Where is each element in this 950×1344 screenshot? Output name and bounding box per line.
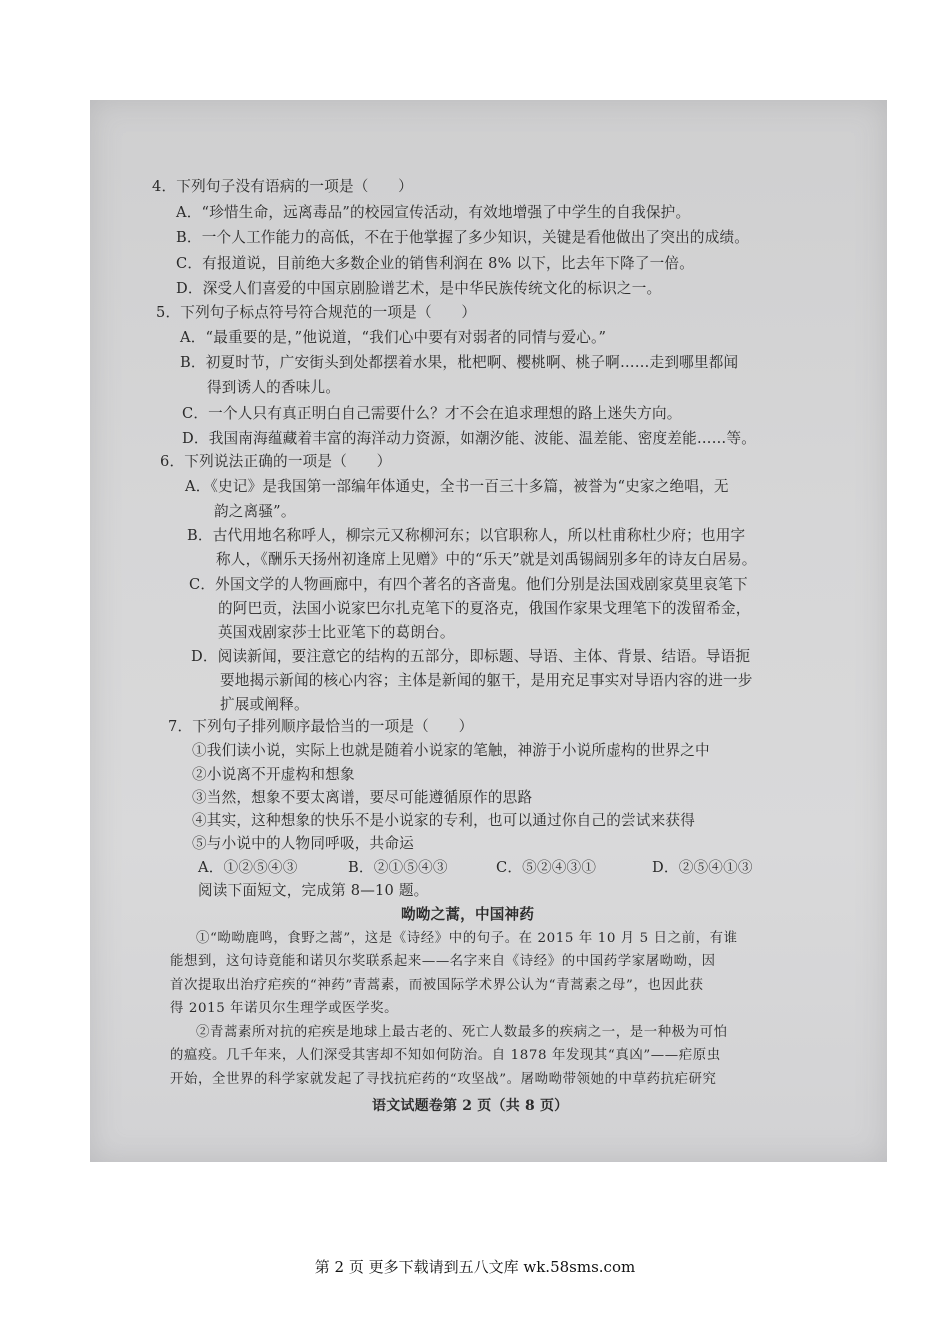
passage-p1-line2: 能想到，这句诗竟能和诺贝尔奖联系起来——名字来自《诗经》的中国药学家屠呦呦，因	[170, 954, 716, 969]
question-6-option-d-line2: 要地揭示新闻的核心内容；主体是新闻的躯干，是用充足事实对导语内容的进一步	[220, 672, 753, 689]
scan-page-footer: 语文试题卷第 2 页（共 8 页）	[372, 1098, 569, 1114]
passage-p1-line1: ①“呦呦鹿鸣，食野之蒿”，这是《诗经》中的句子。在 2015 年 10 月 5 日之前，有谁	[196, 931, 738, 946]
passage-p1-line3: 首次提取出治疗疟疾的“神药”青蒿素，而被国际学术界公认为“青蒿素之母”，也因此获	[170, 978, 704, 993]
question-7-option-d: D．②⑤④①③	[652, 859, 753, 876]
question-5-stem: 5．下列句子标点符号符合规范的一项是（ ）	[156, 304, 477, 321]
passage-p2-line3: 开始，全世界的科学家就发起了寻找抗疟药的“攻坚战”。屠呦呦带领她的中草药抗疟研究	[170, 1072, 717, 1087]
question-7-option-a: A．①②⑤④③	[198, 859, 298, 876]
passage-p2-line1: ②青蒿素所对抗的疟疾是地球上最古老的、死亡人数最多的疾病之一，是一种极为可怕	[196, 1025, 728, 1040]
question-5-option-b-line1: B．初夏时节，广安街头到处都摆着水果，枇杷啊、樱桃啊、桃子啊……走到哪里都闻	[180, 354, 739, 371]
question-6-option-a-line2: 韵之离骚”。	[214, 503, 296, 520]
question-5-option-d: D．我国南海蕴藏着丰富的海洋动力资源，如潮汐能、波能、温差能、密度差能……等。	[182, 430, 757, 447]
question-4-option-a: A．“珍惜生命，远离毒品”的校园宣传活动，有效地增强了中学生的自我保护。	[176, 204, 691, 221]
download-footer: 第 2 页 更多下载请到五八文库 wk.58sms.com	[314, 1258, 636, 1276]
question-6-option-d-line3: 扩展或阐释。	[220, 696, 309, 713]
reading-intro: 阅读下面短文，完成第 8—10 题。	[198, 882, 429, 899]
question-4-option-c: C．有报道说，目前绝大多数企业的销售利润在 8% 以下，比去年下降了一倍。	[176, 255, 694, 272]
question-6-option-b-line1: B．古代用地名称呼人，柳宗元又称柳河东；以官职称人，所以杜甫称杜少府；也用字	[187, 527, 746, 544]
question-6-option-a-line1: A．《史记》是我国第一部编年体通史，全书一百三十多篇，被誉为“史家之绝唱，无	[185, 478, 729, 495]
question-4-option-b: B．一个人工作能力的高低，不在于他掌握了多少知识，关键是看他做出了突出的成绩。	[176, 229, 750, 246]
question-5-option-a: A．“最重要的是，”他说道，“我们心中要有对弱者的同情与爱心。”	[180, 329, 607, 346]
question-6-option-c-line3: 英国戏剧家莎士比亚笔下的葛朗台。	[218, 624, 455, 641]
question-6-option-c-line2: 的阿巴贡，法国小说家巴尔扎克笔下的夏洛克，俄国作家果戈理笔下的泼留希金，	[218, 600, 751, 617]
question-7-sentence-4: ④其实，这种想象的快乐不是小说家的专利，也可以通过你自己的尝试来获得	[192, 812, 695, 829]
question-4-option-d: D．深受人们喜爱的中国京剧脸谱艺术，是中华民族传统文化的标识之一。	[176, 280, 662, 297]
question-6-option-d-line1: D．阅读新闻，要注意它的结构的五部分，即标题、导语、主体、背景、结语。导语扼	[191, 648, 751, 665]
question-7-sentence-1: ①我们读小说，实际上也就是随着小说家的笔触，神游于小说所虚构的世界之中	[192, 742, 710, 759]
passage-p1-line4: 得 2015 年诺贝尔生理学或医学奖。	[170, 1001, 399, 1016]
question-7-stem: 7．下列句子排列顺序最恰当的一项是（ ）	[168, 718, 474, 735]
question-6-option-b-line2: 称人，《酬乐天扬州初逢席上见赠》中的“乐天”就是刘禹锡阔别多年的诗友白居易。	[216, 551, 757, 568]
question-6-option-c-line1: C．外国文学的人物画廊中，有四个著名的吝啬鬼。他们分别是法国戏剧家莫里哀笔下	[189, 576, 748, 593]
scanned-exam-page	[90, 100, 887, 1162]
question-5-option-b-line2: 得到诱人的香味儿。	[207, 379, 341, 396]
passage-p2-line2: 的瘟疫。几千年来，人们深受其害却不知如何防治。自 1878 年发现其“真凶”——疟原虫	[170, 1048, 721, 1063]
question-7-option-b: B．②①⑤④③	[348, 859, 448, 876]
question-4-stem: 4．下列句子没有语病的一项是（ ）	[152, 178, 413, 195]
question-7-sentence-5: ⑤与小说中的人物同呼吸，共命运	[192, 835, 414, 852]
question-7-sentence-3: ③当然，想象不要太离谱，要尽可能遵循原作的思路	[192, 789, 533, 806]
question-7-sentence-2: ②小说离不开虚构和想象	[192, 766, 355, 783]
question-5-option-c: C．一个人只有真正明白自己需要什么？才不会在追求理想的路上迷失方向。	[182, 405, 682, 422]
question-7-option-c: C．⑤②④③①	[496, 859, 597, 876]
passage-title: 呦呦之蒿，中国神药	[401, 906, 535, 923]
question-6-stem: 6．下列说法正确的一项是（ ）	[160, 453, 392, 470]
